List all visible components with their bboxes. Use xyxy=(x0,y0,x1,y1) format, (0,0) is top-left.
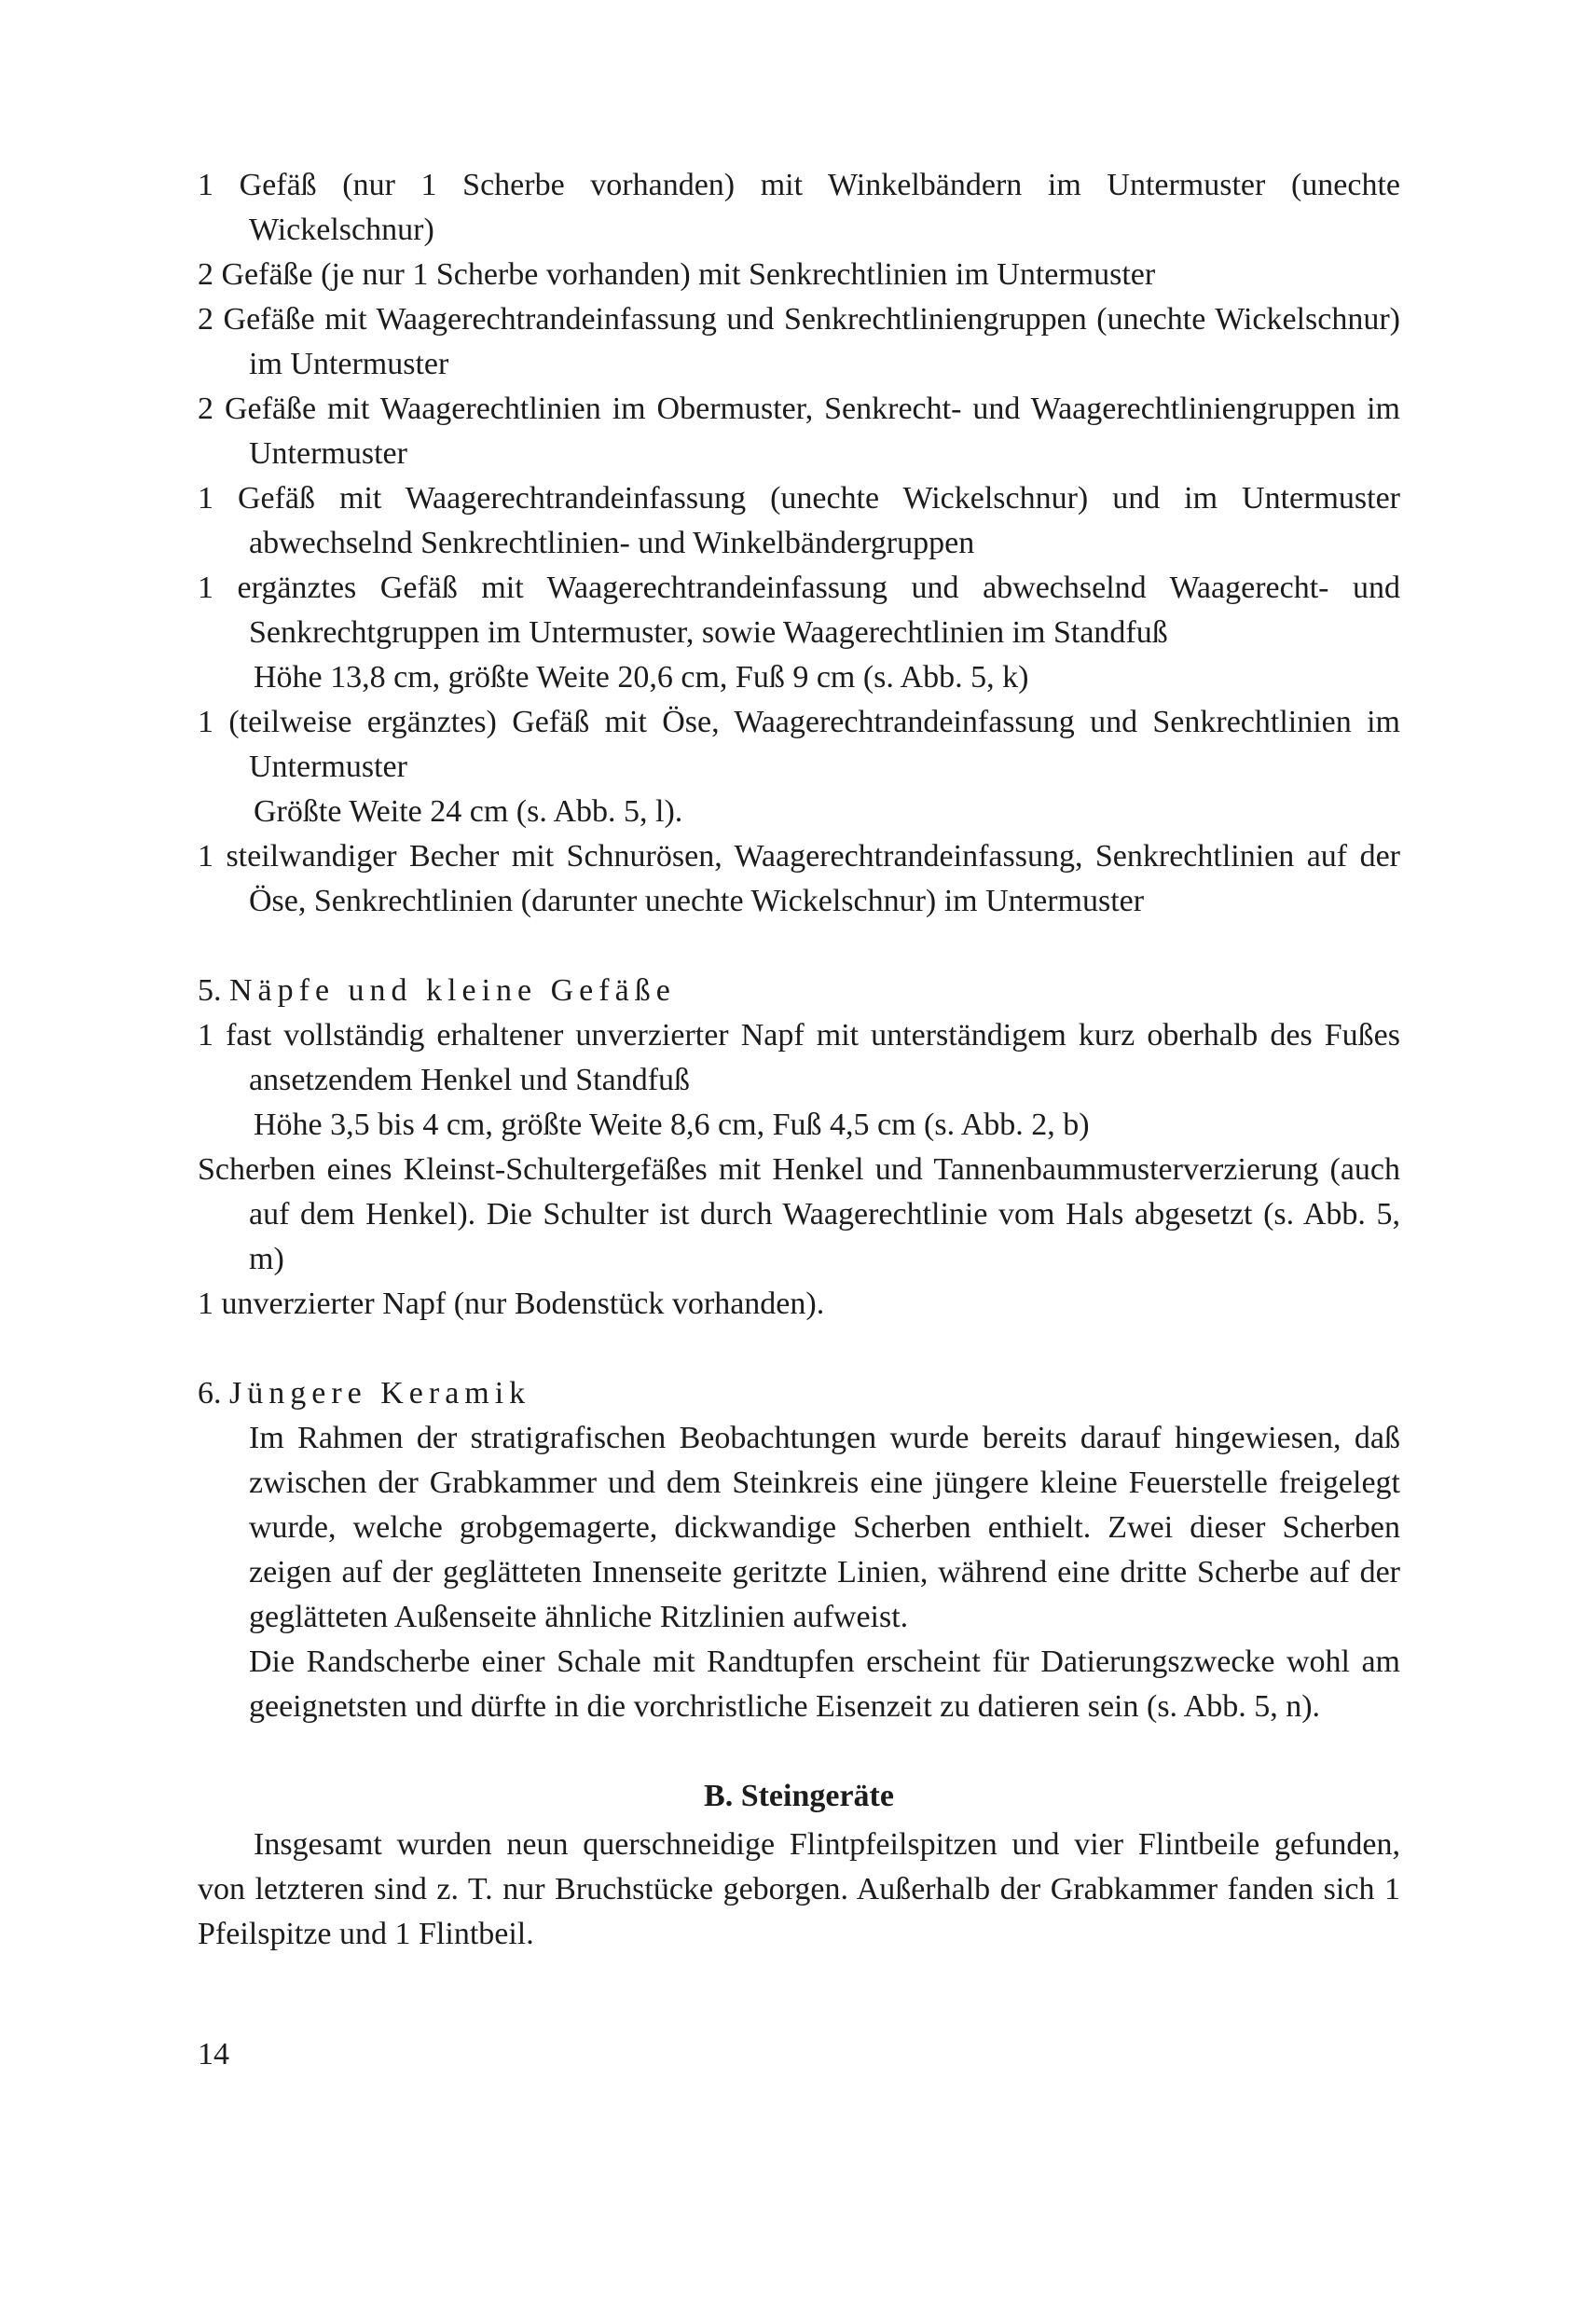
page-number: 14 xyxy=(198,2037,229,2071)
section-number: 6. xyxy=(198,1376,222,1411)
document-page xyxy=(198,163,1400,1957)
list-item: 2 Gefäße mit Waagerechtrandeinfassung und Senkrechtliniengruppen (unechte Wickelschnur) im Untermuster xyxy=(198,302,1400,381)
list-item: 2 Gefäße mit Waagerechtlinien im Obermuster, Senkrecht- und Waagerechtliniengruppen im Untermuster xyxy=(198,392,1400,471)
list-item-measurements: Höhe 3,5 bis 4 cm, größte Weite 8,6 cm, Fuß 4,5 cm (s. Abb. 2, b) xyxy=(254,1108,1090,1142)
list-item-measurements: Höhe 13,8 cm, größte Weite 20,6 cm, Fuß 9 cm (s. Abb. 5, k) xyxy=(254,660,1029,695)
section-title: Näpfe und kleine Gefäße xyxy=(229,973,676,1008)
list-item: 1 steilwandiger Becher mit Schnurösen, Waagerechtrandeinfassung, Senkrechtlinien auf der Öse, Senkrechtlinien (darunter unechte Wickelschnur) im Untermuster xyxy=(198,839,1400,918)
section5-list xyxy=(198,1013,1400,1327)
paragraph-text: Die Randscherbe einer Schale mit Randtupfen erscheint für Datierungszwecke wohl am geeignetsten und dürfte in die vorchristliche Eisenzeit zu datieren sein (s. Abb. 5, n). xyxy=(249,1645,1400,1724)
list-item: 1 ergänztes Gefäß mit Waagerechtrandeinfassung und abwechselnd Waagerecht- und Senkrechtgruppen im Untermuster, sowie Waagerechtlinien im Standfuß xyxy=(198,571,1400,650)
paragraph: Im Rahmen der stratigrafischen Beobachtungen wurde bereits darauf hingewiesen, daß zwischen der Grabkammer und dem Steinkreis eine jüngere kleine Feuerstelle freigelegt wurde, welche grobgemagerte, dickwandige Scherben enthielt. Zwei dieser Scherben zeigen auf der geglätteten Innenseite geritzte Linien, während eine dritte Scherbe auf der geglätteten Außenseite ähnliche Ritzlinien aufweist. xyxy=(249,1421,1400,1634)
section-heading-5 xyxy=(198,969,1400,1013)
list-item-measurements: Größte Weite 24 cm (s. Abb. 5, l). xyxy=(254,794,683,829)
section-number: 5. xyxy=(198,973,222,1008)
section4-list xyxy=(198,163,1400,924)
list-item: 1 unverzierter Napf (nur Bodenstück vorhanden). xyxy=(198,1287,825,1321)
section-title: Jüngere Keramik xyxy=(229,1376,531,1411)
paragraph xyxy=(198,1640,1400,1729)
list-item: 1 Gefäß (nur 1 Scherbe vorhanden) mit Winkelbändern im Untermuster (unechte Wickelschnur) xyxy=(198,168,1400,247)
list-item: 1 (teilweise ergänztes) Gefäß mit Öse, Waagerechtrandeinfassung und Senkrechtlinien im Untermuster xyxy=(198,705,1400,784)
list-item: 1 fast vollständig erhaltener unverzierter Napf mit unterständigem kurz oberhalb des Fußes ansetzendem Henkel und Standfuß xyxy=(198,1018,1400,1097)
paragraph: Insgesamt wurden neun querschneidige Flintpfeilspitzen und vier Flintbeile gefunden, von letzteren sind z. T. nur Bruchstücke geborgen. Außerhalb der Grabkammer fanden sich 1 Pfeilspitze und 1 Flintbeil. xyxy=(198,1827,1400,1951)
list-item: 1 Gefäß mit Waagerechtrandeinfassung (unechte Wickelschnur) und im Untermuster abwechselnd Senkrechtlinien- und Winkelbändergruppen xyxy=(198,481,1400,560)
list-item: 2 Gefäße (je nur 1 Scherbe vorhanden) mit Senkrechtlinien im Untermuster xyxy=(198,257,1156,292)
section-heading-b: B. Steingeräte xyxy=(704,1779,894,1813)
list-item: Scherben eines Kleinst-Schultergefäßes mit Henkel und Tannenbaummusterverzierung (auch auf dem Henkel). Die Schulter ist durch Waagerechtlinie vom Hals abgesetzt (s. Abb. 5, m) xyxy=(198,1152,1400,1276)
section-heading-6 xyxy=(198,1371,1400,1416)
